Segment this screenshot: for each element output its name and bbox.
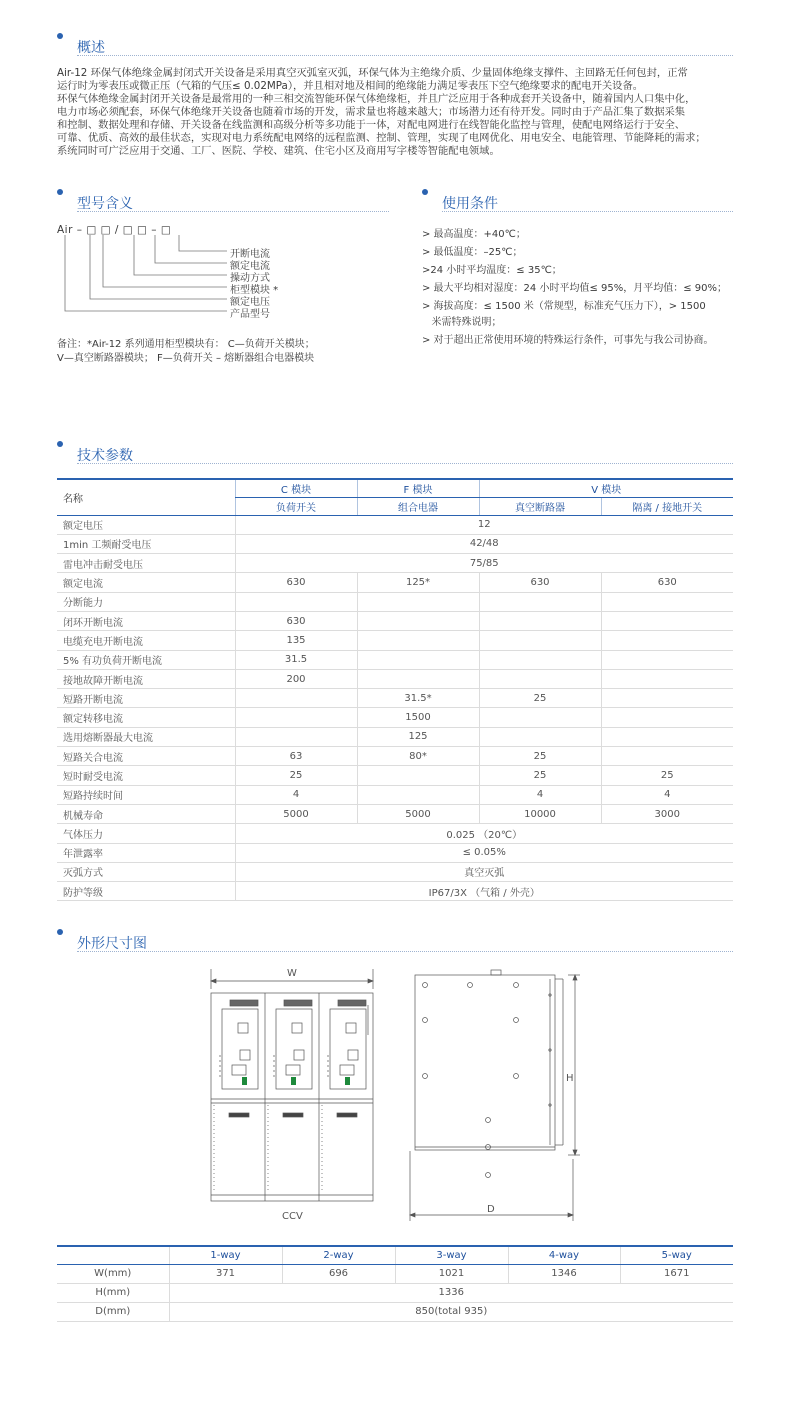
- param-name: 电缆充电开断电流: [57, 631, 235, 650]
- param-value: 4: [479, 785, 601, 804]
- dim-value: 696: [282, 1264, 395, 1283]
- front-view-drawing: [200, 965, 390, 1230]
- section-dot-icon: [57, 33, 63, 39]
- overview-header: [57, 33, 733, 63]
- param-name: 短路关合电流: [57, 747, 235, 766]
- dim-value: 1346: [508, 1264, 620, 1283]
- way-header: 1-way: [169, 1246, 282, 1264]
- param-value: 630: [601, 573, 733, 592]
- h-dimension-label: H: [566, 1073, 574, 1084]
- overview-line: 和控制、数据处理和存储、开关设备在线监测和高级分析等多功能于一体，对配电网进行在线智能化监控与管理，使配电网络运行于安全、: [57, 119, 686, 131]
- param-name: 选用熔断器最大电流: [57, 727, 235, 746]
- model-title: 型号含义: [77, 196, 133, 212]
- dimensions-table: [57, 1245, 733, 1322]
- param-name: 额定电压: [57, 515, 235, 534]
- table-row: [57, 650, 733, 669]
- param-name: 额定转移电流: [57, 708, 235, 727]
- table-row: [57, 708, 733, 727]
- dim-value: 371: [169, 1264, 282, 1283]
- conditions-header: [422, 189, 733, 219]
- table-row: [57, 747, 733, 766]
- sub-header: 负荷开关: [235, 497, 357, 515]
- condition-item: > 对于超出正常使用环境的特殊运行条件，可事先与我公司协商。: [422, 335, 714, 346]
- param-value: 5000: [357, 804, 479, 823]
- table-row: [57, 592, 733, 611]
- param-name: 额定电流: [57, 573, 235, 592]
- dim-label: H(mm): [57, 1283, 169, 1302]
- param-value: 5000: [235, 804, 357, 823]
- param-name: 接地故障开断电流: [57, 669, 235, 688]
- param-value: 125*: [357, 573, 479, 592]
- param-value: 25: [479, 766, 601, 785]
- table-row: [57, 554, 733, 573]
- param-value: 25: [235, 766, 357, 785]
- way-header: 4-way: [508, 1246, 620, 1264]
- specs-header: [57, 441, 733, 471]
- param-value: 80*: [357, 747, 479, 766]
- table-row: [57, 843, 733, 862]
- table-row: [57, 862, 733, 881]
- model-label: 额定电流: [230, 261, 270, 272]
- ccv-label: CCV: [282, 1211, 303, 1222]
- section-divider: [77, 211, 389, 212]
- param-value: 135: [235, 631, 357, 650]
- way-header: 5-way: [620, 1246, 733, 1264]
- model-code-diagram: [57, 235, 237, 327]
- param-name: 灭弧方式: [57, 862, 235, 881]
- table-row: [57, 534, 733, 553]
- param-value: 630: [235, 611, 357, 630]
- param-value: 630: [479, 573, 601, 592]
- param-value: 75/85: [235, 554, 733, 573]
- table-row: [57, 1302, 733, 1321]
- section-divider: [77, 55, 733, 56]
- overview-line: 电力市场必须配套，环保气体绝缘开关设备也随着市场的开发，需求量也将越来越大；市场潜力还有待开发。同时由于产品汇集了数据采集: [57, 106, 686, 118]
- model-header: [57, 189, 389, 219]
- overview-line: 可靠、优质、高效的最佳状态，实现对电力系统配电网络的远程监测、控制、管理，实现了电网优化、用电安全、电能管理、节能降耗的需求；: [57, 132, 706, 144]
- side-view-drawing: [405, 965, 590, 1230]
- group-header: V 模块: [479, 479, 733, 497]
- table-row: [57, 515, 733, 534]
- param-name: 1min 工频耐受电压: [57, 534, 235, 553]
- section-dot-icon: [57, 189, 63, 195]
- dim-value: 850(total 935): [169, 1302, 733, 1321]
- table-row: [57, 611, 733, 630]
- param-value: 31.5: [235, 650, 357, 669]
- section-dot-icon: [57, 929, 63, 935]
- table-row: [57, 1283, 733, 1302]
- model-label: 额定电压: [230, 297, 270, 308]
- table-row: [57, 882, 733, 901]
- dim-value: 1021: [395, 1264, 508, 1283]
- section-dot-icon: [422, 189, 428, 195]
- model-code: Air – □ □ / □ □ – □: [57, 224, 172, 236]
- dim-label: D(mm): [57, 1302, 169, 1321]
- param-value: 630: [235, 573, 357, 592]
- param-value: 31.5*: [357, 689, 479, 708]
- condition-item: > 海拔高度：≤ 1500 米（常规型，标准充气压力下），> 1500: [422, 301, 706, 312]
- overview-title: 概述: [77, 40, 105, 56]
- group-header: F 模块: [357, 479, 479, 497]
- param-value: IP67/3X （气箱 / 外壳）: [235, 882, 733, 901]
- param-value: ≤ 0.05%: [235, 843, 733, 862]
- section-dot-icon: [57, 441, 63, 447]
- table-row: [57, 785, 733, 804]
- way-header: 2-way: [282, 1246, 395, 1264]
- outline-header: [57, 929, 733, 959]
- param-name: 机械寿命: [57, 804, 235, 823]
- condition-item: > 最低温度：–25℃；: [422, 247, 523, 258]
- param-value: 真空灭弧: [235, 862, 733, 881]
- model-label: 操动方式: [230, 273, 270, 284]
- param-value: 4: [235, 785, 357, 804]
- param-name: 防护等级: [57, 882, 235, 901]
- specs-table: [57, 478, 733, 901]
- param-value: 0.025 （20℃）: [235, 824, 733, 843]
- overview-line: Air-12 环保气体绝缘金属封闭式开关设备是采用真空灭弧室灭弧，环保气体为主绝缘介质、少量固体绝缘支撑件、主回路无任何包封，正常: [57, 67, 688, 79]
- way-header: 3-way: [395, 1246, 508, 1264]
- specs-title: 技术参数: [77, 448, 133, 464]
- param-value: 25: [479, 689, 601, 708]
- condition-item: > 最大平均相对湿度：24 小时平均值≤ 95%，月平均值：≤ 90%；: [422, 283, 728, 294]
- section-divider: [77, 463, 733, 464]
- model-label: 产品型号: [230, 309, 270, 320]
- sub-header: 组合电器: [357, 497, 479, 515]
- table-row: [57, 631, 733, 650]
- d-dimension-label: D: [487, 1204, 495, 1215]
- param-name: 年泄露率: [57, 843, 235, 862]
- table-row: [57, 1264, 733, 1283]
- dim-value: 1671: [620, 1264, 733, 1283]
- table-row: [57, 689, 733, 708]
- param-name: 短路开断电流: [57, 689, 235, 708]
- param-value: 12: [235, 515, 733, 534]
- model-label: 柜型模块 *: [230, 285, 279, 296]
- sub-header: 真空断路器: [479, 497, 601, 515]
- param-name: 短路持续时间: [57, 785, 235, 804]
- param-value: 200: [235, 669, 357, 688]
- table-row: [57, 766, 733, 785]
- param-name: 5% 有功负荷开断电流: [57, 650, 235, 669]
- specs-name-header: 名称: [57, 479, 235, 515]
- param-value: 25: [601, 766, 733, 785]
- param-value: 25: [479, 747, 601, 766]
- dim-value: 1336: [169, 1283, 733, 1302]
- section-divider: [77, 951, 733, 952]
- w-dimension-label: W: [287, 968, 297, 979]
- param-name: 闭环开断电流: [57, 611, 235, 630]
- param-value: 42/48: [235, 534, 733, 553]
- param-value: 10000: [479, 804, 601, 823]
- dim-label: W(mm): [57, 1264, 169, 1283]
- table-row: [57, 727, 733, 746]
- overview-line: 系统同时可广泛应用于交通、工厂、医院、学校、建筑、住宅小区及商用写字楼等智能配电领域。: [57, 145, 500, 157]
- conditions-title: 使用条件: [442, 196, 498, 212]
- section-divider: [442, 211, 733, 212]
- model-label: 开断电流: [230, 249, 270, 260]
- param-name: 短时耐受电流: [57, 766, 235, 785]
- param-name: 雷电冲击耐受电压: [57, 554, 235, 573]
- outline-title: 外形尺寸图: [77, 936, 147, 952]
- condition-item: 米需特殊说明；: [422, 317, 502, 328]
- overview-line: 环保气体绝缘金属封闭开关设备是最常用的一种三相交流智能环保气体绝缘柜，并且广泛应用于各种成套开关设备中，随着国内人口集中化，: [57, 93, 696, 105]
- param-value: 4: [601, 785, 733, 804]
- param-value: 125: [357, 727, 479, 746]
- condition-item: > 最高温度：+40℃；: [422, 229, 526, 240]
- param-value: 1500: [357, 708, 479, 727]
- overview-line: 运行时为零表压或微正压（气箱的气压≤ 0.02MPa），并且相对地及相间的绝缘能力满足零表压下空气绝缘要求的配电开关设备。: [57, 80, 644, 92]
- table-row: [57, 669, 733, 688]
- param-value: 3000: [601, 804, 733, 823]
- model-note: 备注：*Air-12 系列通用柜型模块有： C—负荷开关模块；: [57, 339, 315, 350]
- table-row: [57, 824, 733, 843]
- condition-item: >24 小时平均温度：≤ 35℃；: [422, 265, 562, 276]
- table-row: [57, 573, 733, 592]
- param-name: 气体压力: [57, 824, 235, 843]
- param-value: 63: [235, 747, 357, 766]
- sub-header: 隔离 / 接地开关: [601, 497, 733, 515]
- param-name: 分断能力: [57, 592, 235, 611]
- model-note: V—真空断路器模块； F—负荷开关 – 熔断器组合电器模块: [57, 353, 315, 364]
- group-header: C 模块: [235, 479, 357, 497]
- table-row: [57, 804, 733, 823]
